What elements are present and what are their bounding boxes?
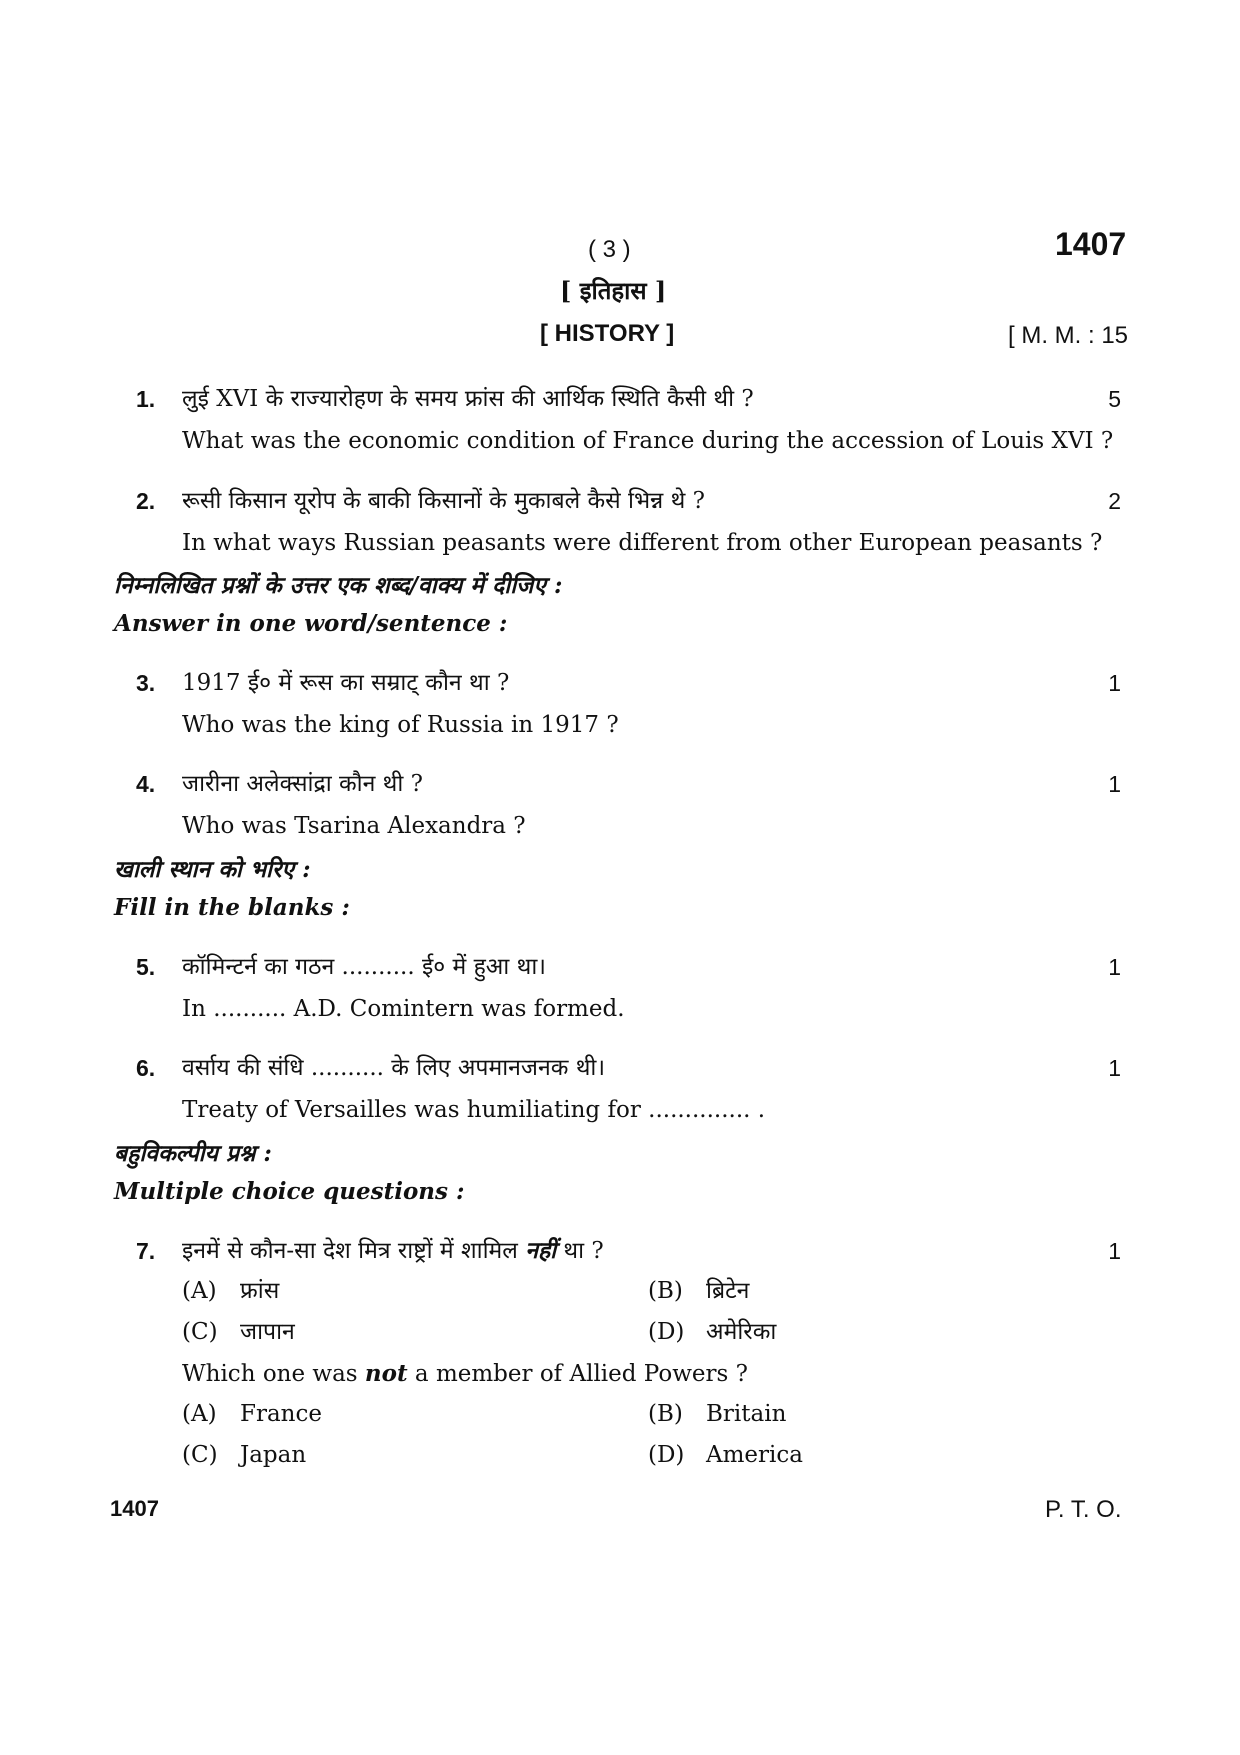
option-d: (D) America — [648, 1442, 803, 1468]
option-a: (A) France — [182, 1401, 322, 1427]
question-marks: 1 — [1108, 771, 1121, 797]
question-text-english: What was the economic condition of France during the accession of Louis XVI ? — [182, 428, 1114, 454]
question-7 — [136, 1230, 1121, 1272]
option-c: (C) Japan — [182, 1442, 307, 1468]
options-english — [182, 1394, 882, 1476]
question-marks: 2 — [1108, 488, 1121, 514]
question-number: 5. — [136, 954, 156, 980]
option-a: (A) फ्रांस — [182, 1278, 280, 1304]
option-b: (B) ब्रिटेन — [648, 1278, 750, 1304]
question-marks: 1 — [1108, 1055, 1121, 1081]
question-7-english — [136, 1353, 1121, 1395]
question-text-hindi: जारीना अलेक्सांद्रा कौन थी ? — [182, 771, 423, 797]
question-6 — [136, 1047, 1121, 1131]
section-heading-one-word-english: Answer in one word/sentence : — [114, 610, 508, 637]
question-number: 6. — [136, 1055, 156, 1081]
question-text-english: Which one was not a member of Allied Powers ? — [182, 1360, 748, 1387]
question-text-hindi: वर्साय की संधि .......... के लिए अपमानजनक थी। — [182, 1055, 606, 1081]
section-heading-one-word-hindi: निम्नलिखित प्रश्नों के उत्तर एक शब्द/वाक्य में दीजिए : — [114, 572, 563, 599]
question-text-hindi: लुई XVI के राज्यारोहण के समय फ्रांस की आर्थिक स्थिति कैसी थी ? — [182, 386, 754, 412]
question-marks: 1 — [1108, 954, 1121, 980]
question-number: 4. — [136, 771, 156, 797]
question-text-english: Who was the king of Russia in 1917 ? — [182, 712, 619, 738]
question-marks: 1 — [1108, 670, 1121, 696]
option-b: (B) Britain — [648, 1401, 787, 1427]
subject-title-hindi: [ इतिहास ] — [560, 276, 667, 305]
option-c: (C) जापान — [182, 1319, 295, 1345]
question-4 — [136, 763, 1121, 847]
question-text-english: In what ways Russian peasants were different from other European peasants ? — [182, 530, 1103, 556]
question-text-english: Who was Tsarina Alexandra ? — [182, 813, 526, 839]
question-text-english: Treaty of Versailles was humiliating for .............. . — [182, 1097, 766, 1123]
question-text-english: In .......... A.D. Comintern was formed. — [182, 996, 625, 1022]
paper-code: 1407 — [1055, 226, 1127, 262]
question-text-hindi: इनमें से कौन-सा देश मित्र राष्ट्रों में शामिल नहीं था ? — [182, 1237, 604, 1264]
subject-title-english: [ HISTORY ] — [540, 320, 675, 347]
options-hindi — [182, 1271, 882, 1353]
section-heading-blanks-english: Fill in the blanks : — [114, 894, 350, 921]
section-heading-blanks-hindi: खाली स्थान को भरिए : — [114, 856, 311, 883]
question-text-hindi: रूसी किसान यूरोप के बाकी किसानों के मुकाबले कैसे भिन्न थे ? — [182, 488, 705, 514]
question-marks: 5 — [1108, 386, 1121, 412]
question-marks: 1 — [1108, 1238, 1121, 1264]
question-text-hindi: 1917 ई० में रूस का सम्राट् कौन था ? — [182, 670, 510, 696]
footer-paper-code: 1407 — [110, 1496, 159, 1521]
negation-emphasis: not — [364, 1360, 408, 1387]
please-turn-over: P. T. O. — [1045, 1496, 1122, 1523]
max-marks: [ M. M. : 15 — [1008, 322, 1129, 349]
question-number: 3. — [136, 670, 156, 696]
negation-emphasis: नहीं — [525, 1237, 557, 1264]
question-2 — [136, 480, 1121, 564]
question-3 — [136, 662, 1121, 746]
page-number: ( 3 ) — [588, 236, 631, 263]
question-number: 1. — [136, 386, 156, 412]
question-number: 2. — [136, 488, 156, 514]
option-d: (D) अमेरिका — [648, 1319, 777, 1345]
question-number: 7. — [136, 1238, 156, 1264]
section-heading-mcq-english: Multiple choice questions : — [114, 1178, 465, 1205]
section-heading-mcq-hindi: बहुविकल्पीय प्रश्न : — [114, 1140, 272, 1167]
question-1 — [136, 378, 1121, 462]
question-5 — [136, 946, 1121, 1030]
question-text-hindi: कॉमिन्टर्न का गठन .......... ई० में हुआ था। — [182, 954, 546, 980]
